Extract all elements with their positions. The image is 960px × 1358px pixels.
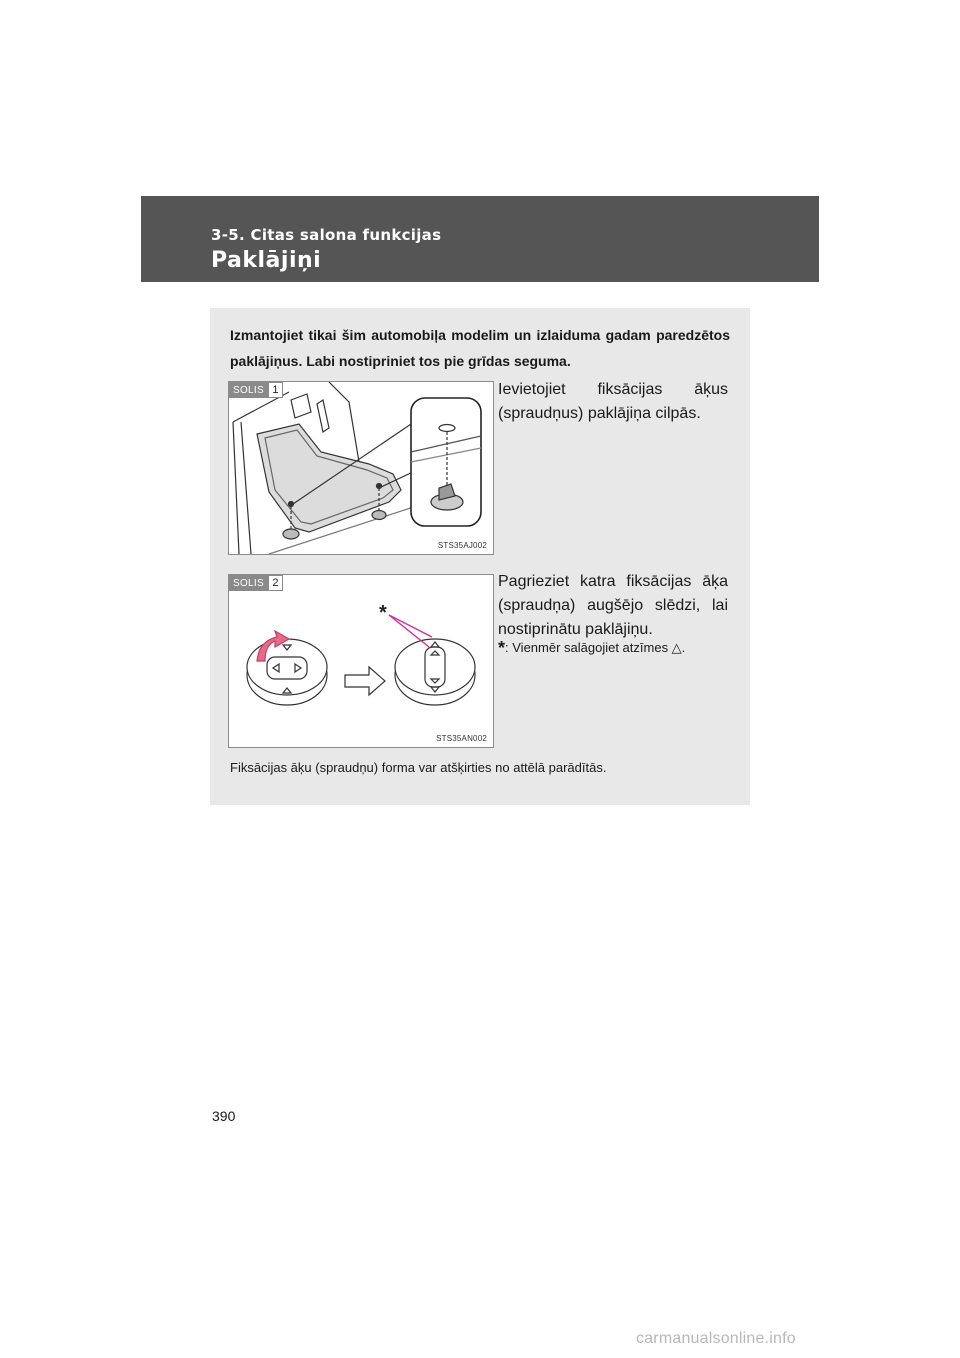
step-2-text: Pagrieziet katra fiksācijas āķa (spraudņa) augšējo slēdzi, lai nostiprinātu paklājiņu. — [498, 573, 728, 638]
section-label: 3-5. Citas salona funkcijas — [211, 226, 442, 244]
svg-text:*: * — [379, 602, 387, 624]
hook-rotation-illustration — [229, 575, 493, 747]
step-1-badge — [229, 382, 283, 398]
step-2-note — [498, 639, 738, 657]
step-1-text: Ievietojiet fiksācijas āķus (spraudņus) paklājiņa cilpās. — [498, 381, 728, 422]
step-1-figure — [228, 381, 494, 555]
figure-code: STS35AN002 — [436, 734, 487, 743]
page-number: 390 — [212, 1108, 236, 1124]
instruction-panel — [210, 308, 750, 805]
note-text: : Vienmēr salāgojiet atzīmes △. — [505, 640, 686, 655]
section-header — [141, 196, 819, 282]
step-2-figure — [228, 574, 494, 748]
page-title: Paklājiņi — [211, 248, 322, 273]
figure-code: STS35AJ002 — [437, 541, 487, 550]
step-number: 2 — [268, 575, 283, 591]
step-number: 1 — [268, 382, 283, 398]
watermark: carmanualsonline.info — [636, 1330, 796, 1347]
floor-mat-illustration — [229, 382, 493, 554]
step-word: SOLIS — [229, 382, 268, 398]
step-word: SOLIS — [229, 575, 268, 591]
footer-note: Fiksācijas āķu (spraudņu) forma var atšķirties no attēlā parādītās. — [230, 760, 607, 775]
intro-text: Izmantojiet tikai šim automobiļa modelim un izlaiduma gadam paredzētos paklājiņus. Labi nostipriniet tos pie grīdas seguma. — [230, 327, 730, 369]
note-marker: * — [498, 638, 506, 658]
step-2-badge — [229, 575, 283, 591]
